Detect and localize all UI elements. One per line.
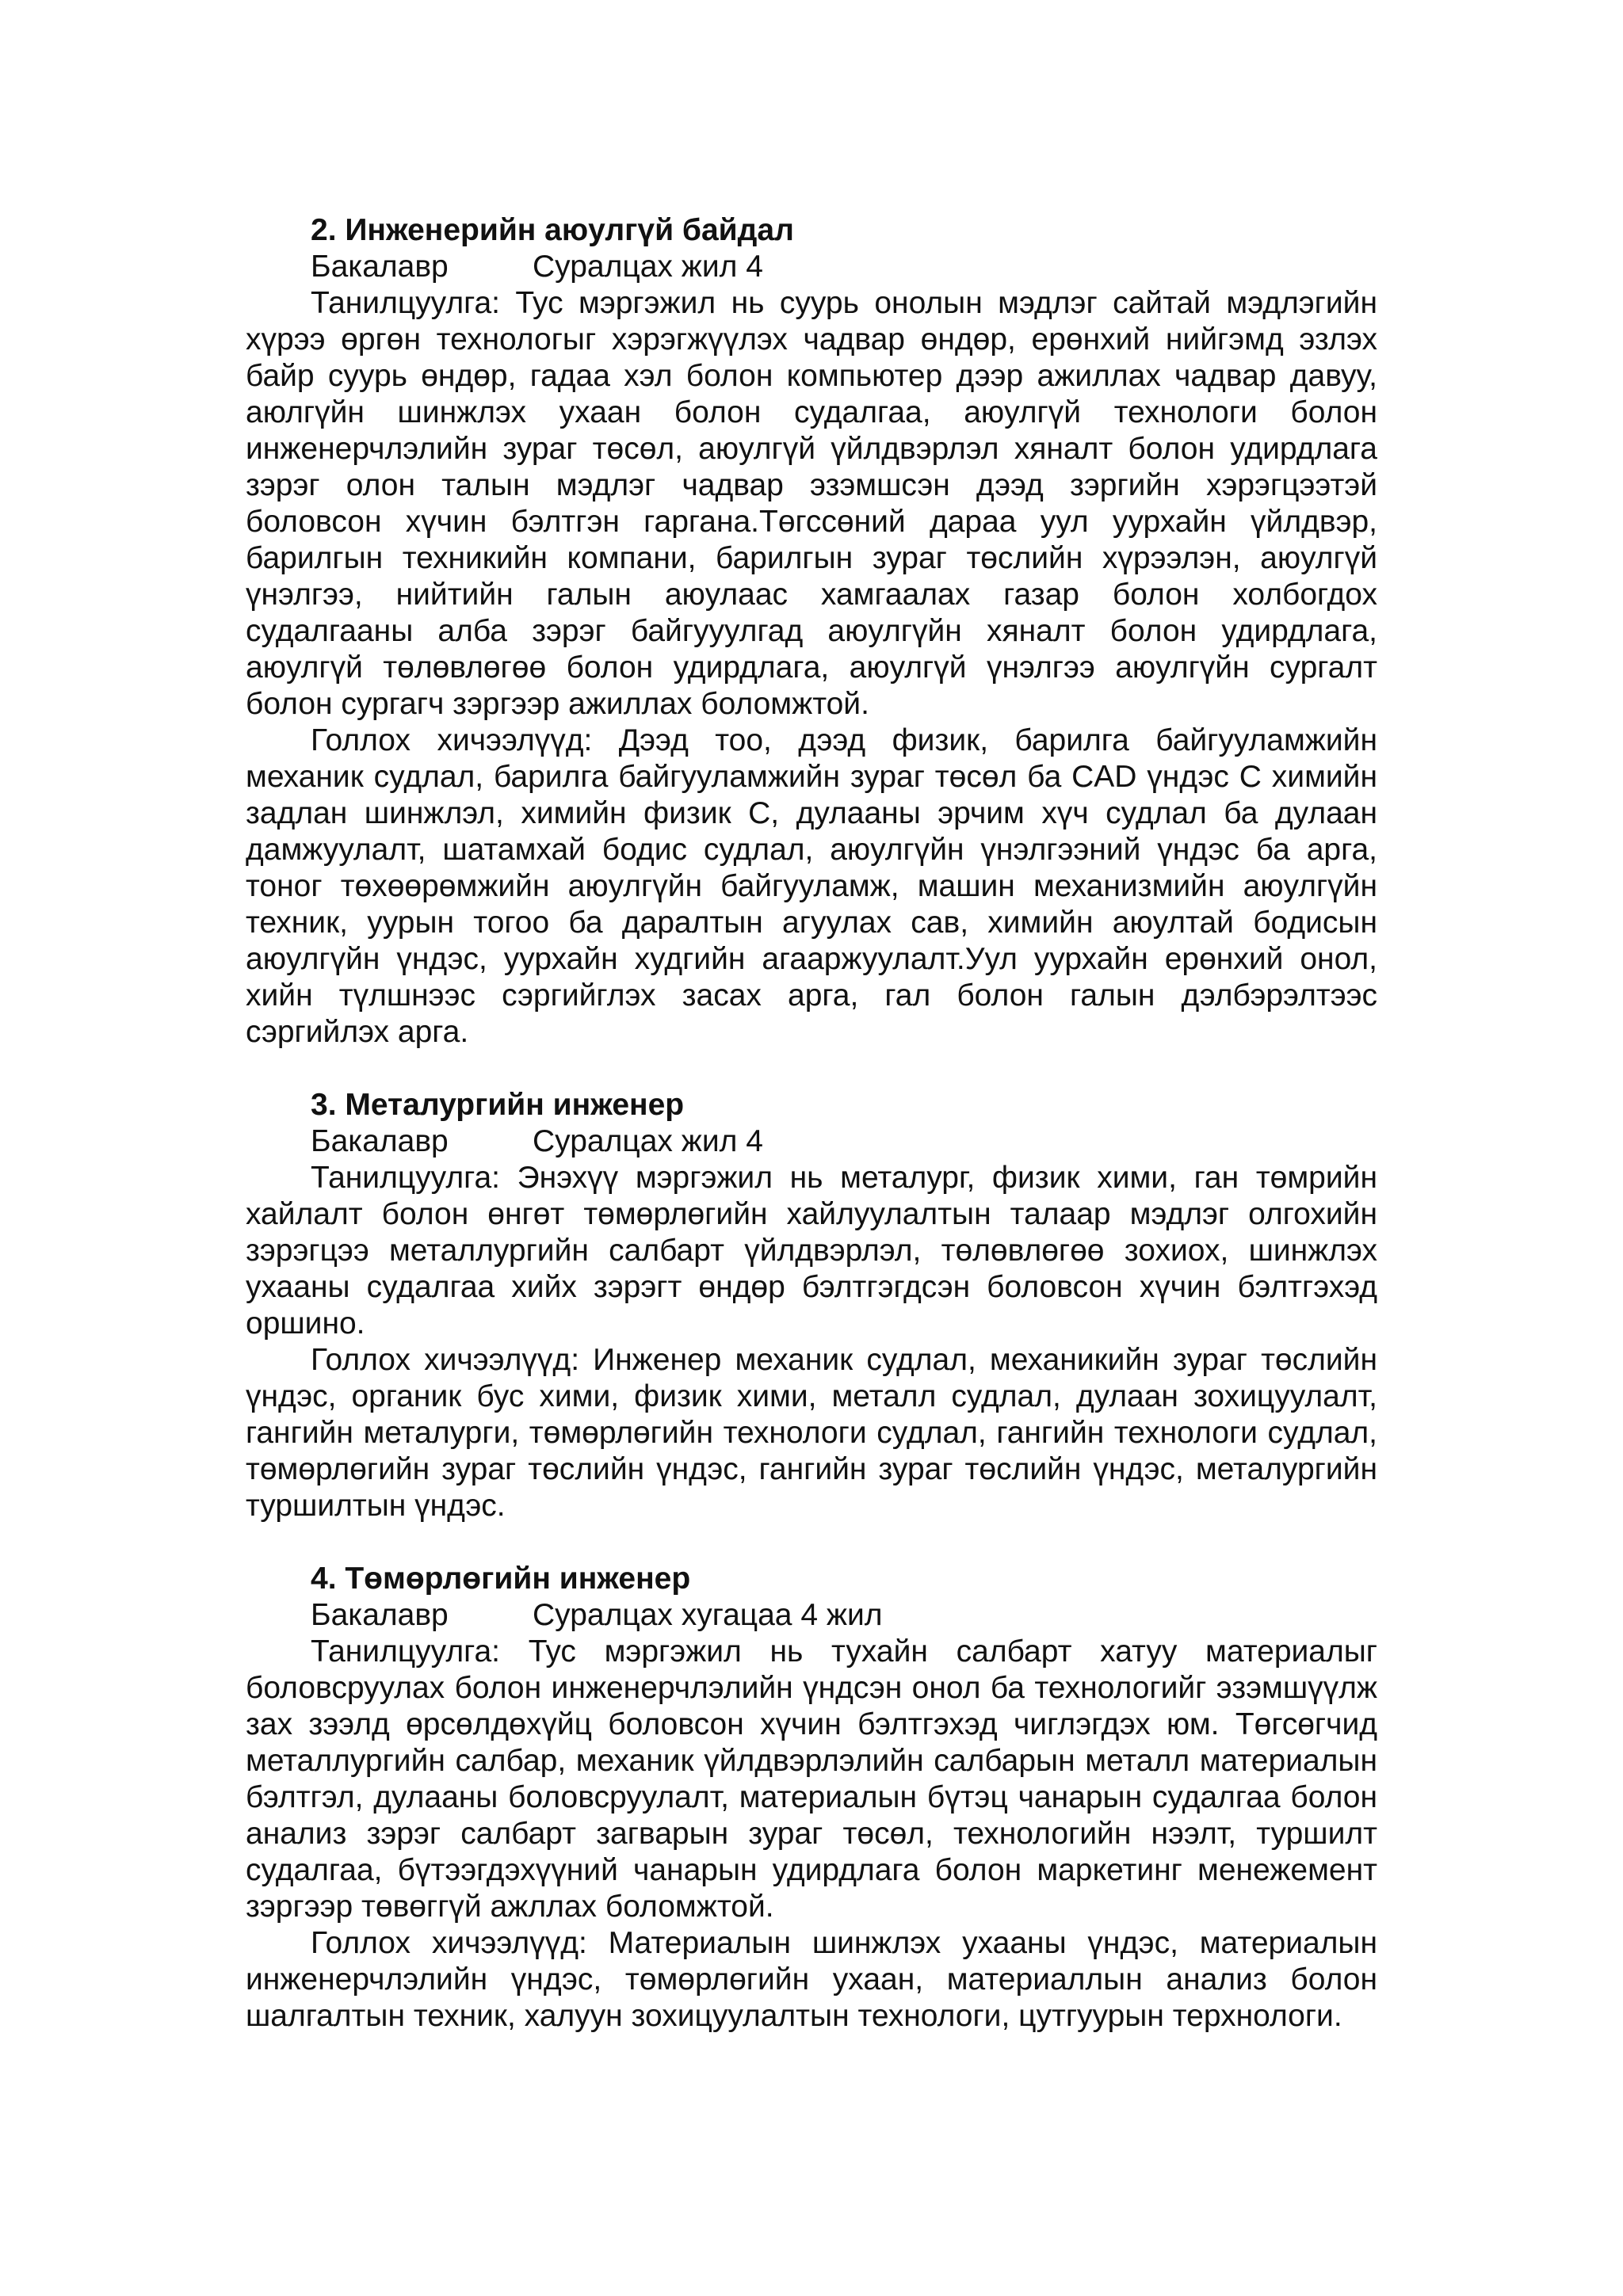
program-meta	[246, 1123, 1377, 1160]
introduction-paragraph: Танилцуулга: Энэхүү мэргэжил нь металург, физик хими, ган төмрийн хайлалт болон өнгөт төмөрлөгийн хайлуулалтын талаар мэдлэг олгохийн зэрэгцээ металлургийн салбарт үйлдвэрлэл, төлөвлөгөө зохиох, шинжлэх ухааны судалгаа хийх зэрэгт өндөр бэлтгэгдсэн боловсон хүчин бэлтгэхэд оршино.	[246, 1161, 1377, 1341]
core-courses-paragraph: Голлох хичээлүүд: Дээд тоо, дээд физик, барилга байгууламжийн механик судлал, барилга байгууламжийн зураг төсөл ба CAD үндэс C химийн задлан шинжлэл, химийн физик C, дулааны эрчим хүч судлал ба дулаан дамжуулалт, шатамхай бодис судлал, аюулгүйн үнэлгээний үндэс ба арга, тоног төхөөрөмжийн аюулгүйн байгууламж, машин механизмийн аюулгүйн техник, уурын тогоо ба даралтын агуулах сав, химийн аюултай бодисын аюулгүйн үндэс, уурхайн худгийн агааржуулалт.Уул уурхайн ерөнхий онол, хийн түлшнээс сэргийглэх засах арга, гал болон галын дэлбэрэлтээс сэргийлэх арга.	[246, 723, 1377, 1049]
introduction-paragraph: Танилцуулга: Тус мэргэжил нь суурь онолын мэдлэг сайтай мэдлэгийн хүрээ өргөн технологыг хэрэгжүүлэх чадвар өндөр, ерөнхий нийгэмд эзлэх байр суурь өндөр, гадаа хэл болон компьютер дээр ажиллах чадвар давуу, аюлгүйн шинжлэх ухаан болон судалгаа, аюулгүй технологи болон инженерчлэлийн зураг төсөл, аюулгүй үйлдвэрлэл хяналт болон удирдлага зэрэг олон талын мэдлэг чадвар эзэмшсэн дээд зэргийн хэрэгцээтэй боловсон хүчин бэлтгэн гаргана.Төгссөний дараа уул уурхайн үйлдвэр, барилгын техникийн компани, барилгын зураг төслийн хүрээлэн, аюулгүй үнэлгээ, нийтийн галын аюулаас хамгаалах газар болон холбогдох судалгааны алба зэрэг байгууулгад аюулгүйн хяналт болон удирдлага, аюулгүй төлөвлөгөө болон удирдлага, аюулгүй үнэлгээ аюулгүйн сургалт болон сургагч зэргээр ажиллах боломжтой.	[246, 286, 1377, 721]
degree-label: Бакалавр	[311, 1124, 449, 1158]
degree-label: Бакалавр	[311, 1598, 449, 1632]
study-duration: Суралцах жил 4	[533, 250, 763, 284]
core-courses-paragraph: Голлох хичээлүүд: Инженер механик судлал, механикийн зураг төслийн үндэс, органик бус хими, физик хими, металл судлал, дулаан зохицуулалт, гангийн металурги, төмөрлөгийн технологи судлал, гангийн технологи судлал, төмөрлөгийн зураг төслийн үндэс, гангийн зураг төслийн үндэс, металургийн туршилтын үндэс.	[246, 1343, 1377, 1523]
core-courses-paragraph: Голлох хичээлүүд: Материалын шинжлэх ухааны үндэс, материалын инженерчлэлийн үндэс, төмөрлөгийн ухаан, материаллын анализ болон шалгалтын техник, халуун зохицуулалтын технологи, цутгуурын терхнологи.	[246, 1926, 1377, 2033]
program-meta	[246, 249, 1377, 285]
degree-label: Бакалавр	[311, 250, 449, 284]
program-meta	[246, 1597, 1377, 1634]
study-duration: Суралцах жил 4	[533, 1124, 763, 1158]
study-duration: Суралцах хугацаа 4 жил	[533, 1598, 883, 1632]
program-section-safety-engineering	[246, 212, 1377, 1051]
section-heading: 3. Металургийн инженер	[311, 1088, 685, 1122]
document-page	[246, 212, 1377, 2035]
introduction-paragraph: Танилцуулга: Тус мэргэжил нь тухайн салбарт хатуу материалыг боловсруулах болон инженерчлэлийн үндсэн онол ба технологийг эзэмшүүлж зах зээлд өрсөлдөхүйц боловсон хүчин бэлтгэхэд чиглэгдэх юм. Төгсөгчид металлургийн салбар, механик үйлдвэрлэлийн салбарын металл материалын бэлтгэл, дулааны боловсруулалт, материалын бүтэц чанарын судалгаа болон анализ зэрэг салбарт загварын зураг төсөл, технологийн нээлт, туршилт судалгаа, бүтээгдэхүүний чанарын удирдлага болон маркетинг менежемент зэргээр төвөггүй ажллах боломжтой.	[246, 1634, 1377, 1924]
section-heading: 4. Төмөрлөгийн инженер	[311, 1562, 691, 1596]
program-section-metals-engineering	[246, 1561, 1377, 2035]
program-section-metallurgical-engineering	[246, 1087, 1377, 1524]
section-heading: 2. Инженерийн аюулгүй байдал	[311, 213, 794, 247]
